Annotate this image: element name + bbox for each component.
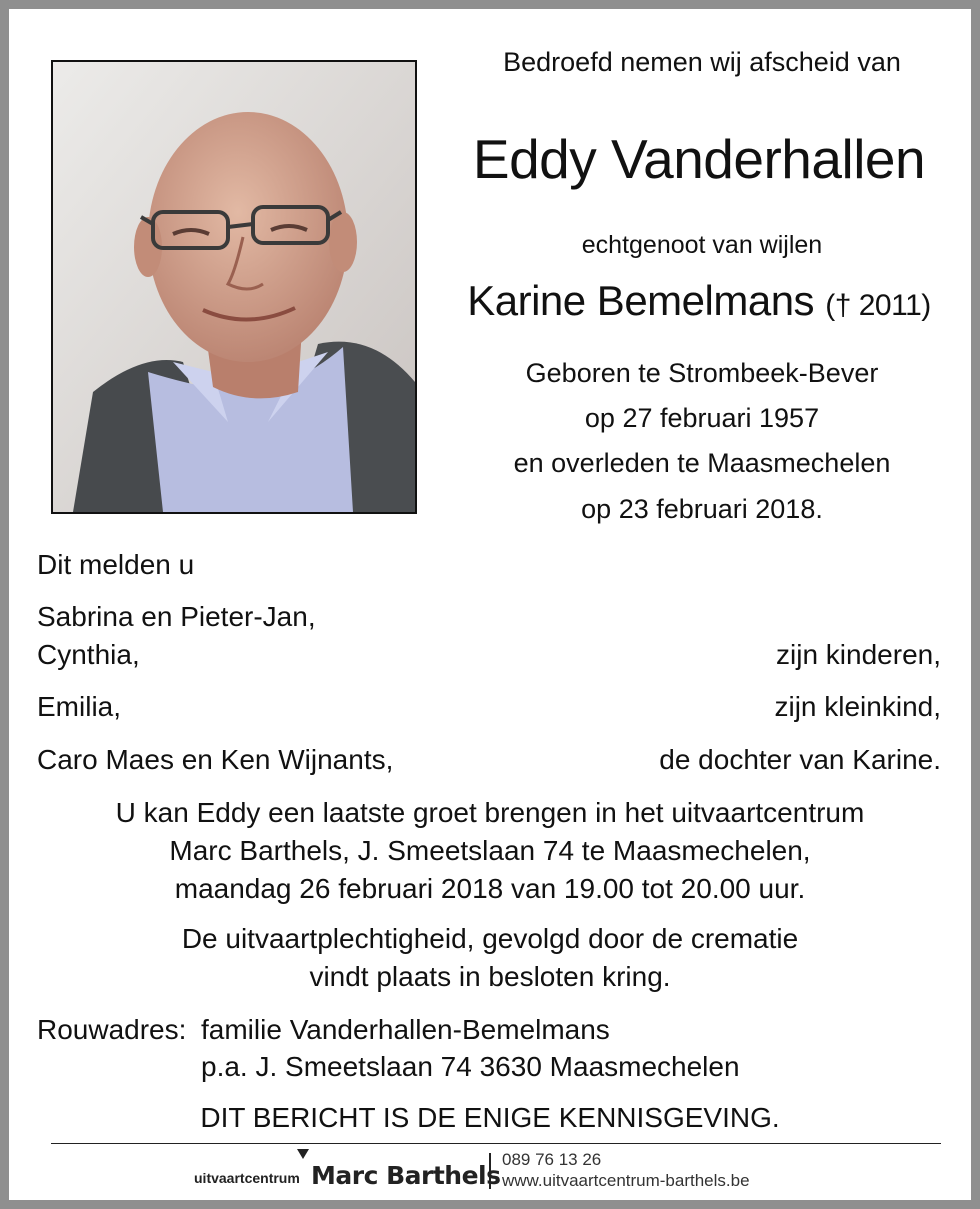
family-intro: Dit melden u (37, 549, 195, 580)
address-label: Rouwadres: (37, 1014, 187, 1045)
spouse-name: Karine Bemelmans (467, 277, 815, 324)
intro-text: Bedroefd nemen wij afscheid van (503, 47, 901, 77)
bio-line: op 23 februari 2018. (581, 494, 823, 524)
family-row-right: de dochter van Karine. (659, 744, 941, 775)
portrait-photo (51, 60, 417, 514)
visit-line: Marc Barthels, J. Smeetslaan 74 te Maasmechelen, (169, 835, 811, 866)
family-row-left: Cynthia, (37, 639, 140, 670)
address-line: p.a. J. Smeetslaan 74 3630 Maasmechelen (201, 1051, 740, 1082)
visit-line: maandag 26 februari 2018 van 19.00 tot 20.00 uur. (174, 873, 806, 904)
address-line: familie Vanderhallen-Bemelmans (201, 1014, 610, 1045)
bio-line: op 27 februari 1957 (584, 403, 820, 433)
bio-line: Geboren te Strombeek-Bever (525, 358, 879, 388)
ceremony-line: De uitvaartplechtigheid, gevolgd door de crematie (181, 923, 799, 954)
footer-divider (51, 1143, 941, 1144)
family-row-right: zijn kleinkind, (774, 691, 941, 722)
spouse-line (439, 277, 959, 325)
family-row-right: zijn kinderen, (776, 639, 941, 670)
deceased-name: Eddy Vanderhallen (472, 128, 926, 190)
ceremony-line: vindt plaats in besloten kring. (309, 961, 671, 992)
family-row-left: Caro Maes en Ken Wijnants, (37, 744, 394, 775)
footer-separator (489, 1153, 491, 1189)
footer (9, 1149, 980, 1199)
spouse-intro: echtgenoot van wijlen (581, 231, 823, 259)
footer-website[interactable]: www.uitvaartcentrum-barthels.be (502, 1171, 750, 1190)
family-row-left: Emilia, (37, 691, 122, 722)
brand-mark-icon (297, 1149, 309, 1159)
visit-line: U kan Eddy een laatste groet brengen in het uitvaartcentrum (115, 797, 865, 828)
footer-brand: Marc Barthels (311, 1161, 501, 1190)
footer-phone: 089 76 13 26 (502, 1150, 602, 1169)
footer-label: uitvaartcentrum (194, 1170, 300, 1186)
notice-text: DIT BERICHT IS DE ENIGE KENNISGEVING. (200, 1102, 780, 1133)
family-row-left: Sabrina en Pieter-Jan, (37, 601, 316, 632)
spouse-death-note: († 2011) (825, 289, 931, 322)
bio-line: en overleden te Maasmechelen (513, 448, 891, 478)
